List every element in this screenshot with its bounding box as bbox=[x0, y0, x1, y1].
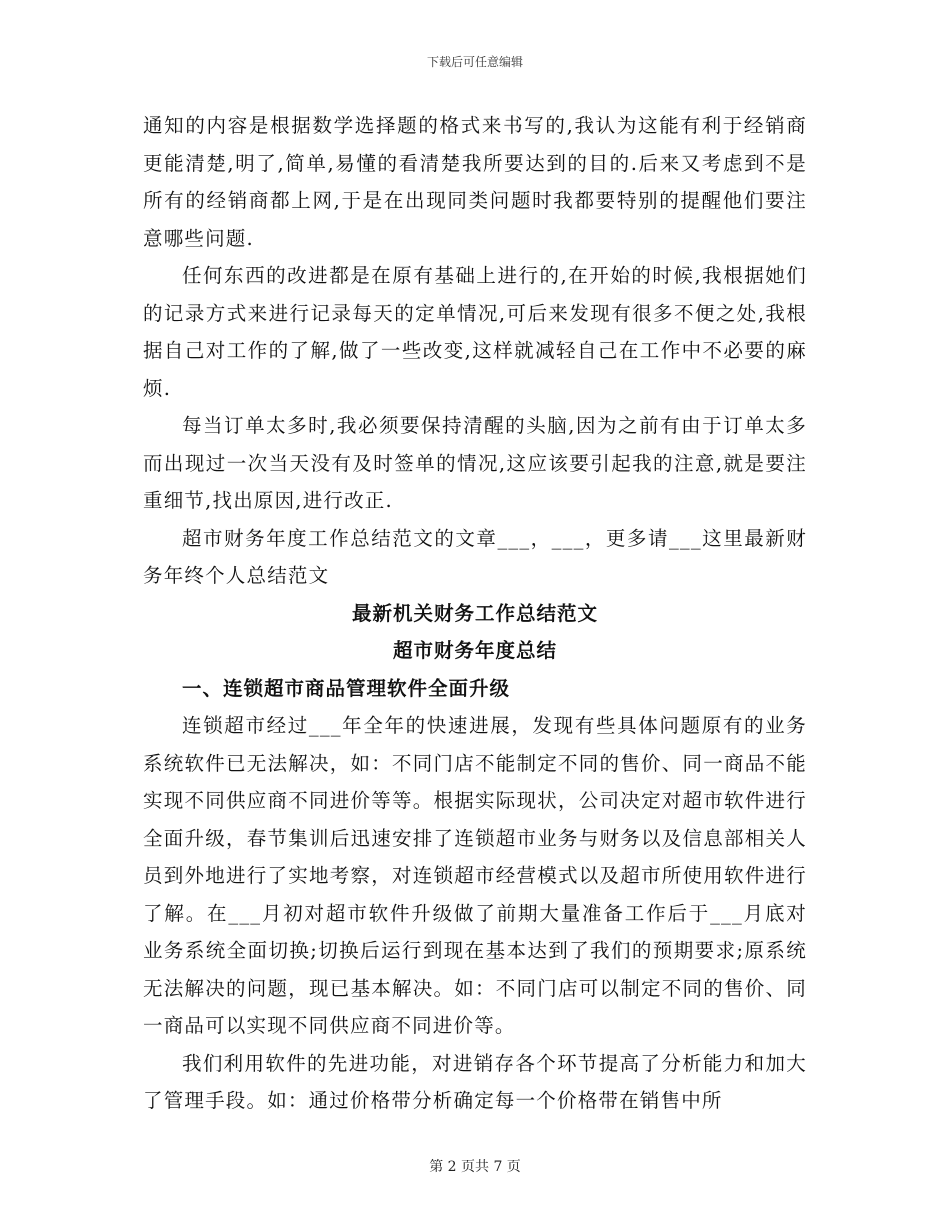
paragraph-2: 任何东西的改进都是在原有基础上进行的,在开始的时候,我根据她们的记录方式来进行记录每天的定单情况,可后来发现有很多不便之处,我根据自己对工作的了解,做了一些改变,这样就减轻自己在工作中不必要的麻烦. bbox=[143, 264, 807, 400]
document-body bbox=[143, 107, 807, 1120]
header-note: 下载后可任意编辑 bbox=[426, 55, 523, 69]
paragraph-1: 通知的内容是根据数学选择题的格式来书写的,我认为这能有利于经销商更能清楚,明了,简单,易懂的看清楚我所要达到的目的.后来又考虑到不是所有的经销商都上网,于是在出现同类问题时我都要特别的提醒他们要注意哪些问题. bbox=[143, 114, 807, 250]
paragraph-5: 连锁超市经过___年全年的快速进展，发现有些具体问题原有的业务系统软件已无法解决，如：不同门店不能制定不同的售价、同一商品不能实现不同供应商不同进价等等。根据实际现状，公司决定对超市软件进行全面升级，春节集训后迅速安排了连锁超市业务与财务以及信息部相关人员到外地进行了实地考察，对连锁超市经营模式以及超市所使用软件进行了解。在___月初对超市软件升级做了前期大量准备工作后于___月底对业务系统全面切换;切换后运行到现在基本达到了我们的预期要求;原系统无法解决的问题，现已基本解决。如：不同门店可以制定不同的售价、同一商品可以实现不同供应商不同进价等。 bbox=[143, 714, 807, 1037]
document-subtitle: 超市财务年度总结 bbox=[392, 639, 557, 662]
paragraph-6: 我们利用软件的先进功能，对进销存各个环节提高了分析能力和加大了管理手段。如：通过价格带分析确定每一个价格带在销售中所 bbox=[143, 1051, 807, 1112]
page-number: 第 2 页共 7 页 bbox=[429, 1159, 521, 1175]
paragraph-3: 每当订单太多时,我必须要保持清醒的头脑,因为之前有由于订单太多而出现过一次当天没有及时签单的情况,这应该要引起我的注意,就是要注重细节,找出原因,进行改正. bbox=[143, 414, 807, 512]
section-heading-1: 一、连锁超市商品管理软件全面升级 bbox=[182, 676, 511, 700]
document-title: 最新机关财务工作总结范文 bbox=[351, 601, 598, 625]
paragraph-4: 超市财务年度工作总结范文的文章___，___，更多请___这里最新财务年终个人总结范文 bbox=[143, 526, 807, 587]
